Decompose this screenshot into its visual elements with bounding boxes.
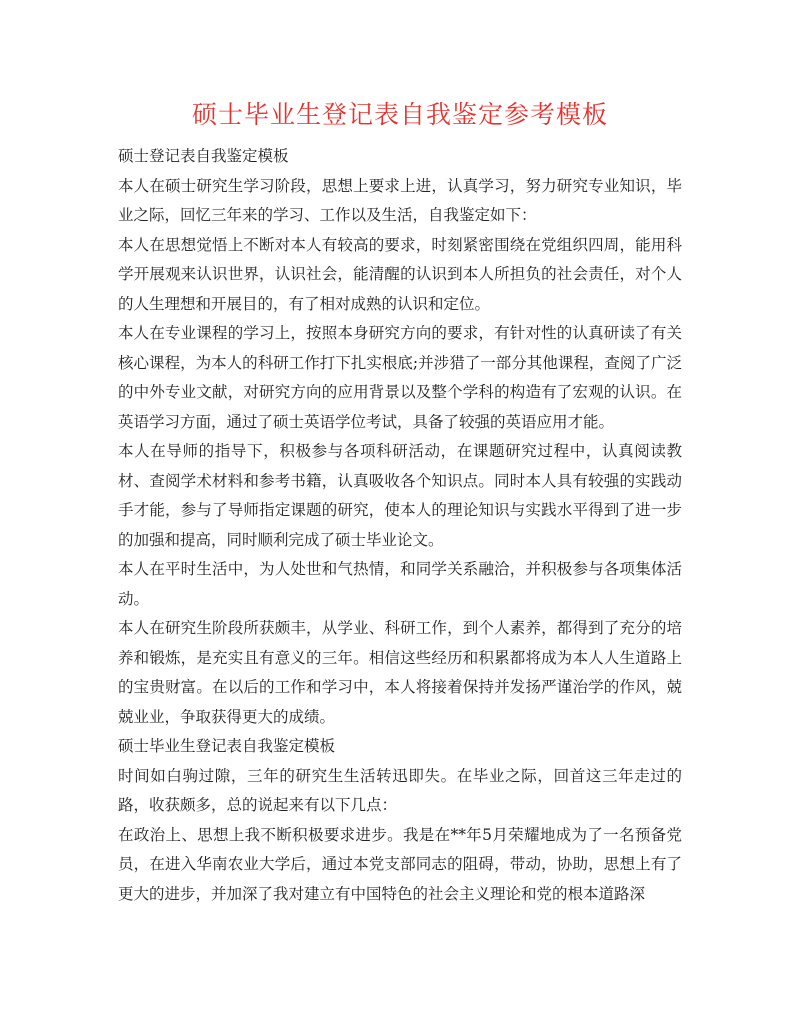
paragraph: 时间如白驹过隙，三年的研究生生活转迅即失。在毕业之际，回首这三年走过的路，收获颇多，总的说起来有以下几点：: [118, 766, 682, 814]
paragraph: 本人在导师的指导下，积极参与各项科研活动，在课题研究过程中，认真阅读教材、查阅学术材料和参考书籍，认真吸收各个知识点。同时本人具有较强的实践动手才能，参与了导师指定课题的研究，使本人的理论知识与实践水平得到了进一步的加强和提高，同时顺利完成了硕士毕业论文。: [118, 442, 682, 549]
paragraph: 本人在硕士研究生学习阶段，思想上要求上进，认真学习，努力研究专业知识，毕业之际，回忆三年来的学习、工作以及生活，自我鉴定如下：: [118, 176, 682, 224]
paragraph: 本人在平时生活中，为人处世和气热情，和同学关系融洽，并积极参与各项集体活动。: [118, 560, 682, 608]
paragraph: 在政治上、思想上我不断积极要求进步。我是在**年5月荣耀地成为了一名预备党员，在进入华南农业大学后，通过本党支部同志的阻碍，带动，协助，思想上有了更大的进步，并加深了我对建立有中国特色的社会主义理论和党的根本道路深: [118, 825, 682, 903]
document-title: 硕士毕业生登记表自我鉴定参考模板: [191, 100, 608, 129]
paragraph: 本人在专业课程的学习上，按照本身研究方向的要求，有针对性的认真研读了有关核心课程，为本人的科研工作打下扎实根底;并涉猎了一部分其他课程，查阅了广泛的中外专业文献，对研究方向的应用背景以及整个学科的构造有了宏观的认识。在英语学习方面，通过了硕士英语学位考试，具备了较强的英语应用才能。: [118, 324, 682, 431]
section-heading-1: 硕士登记表自我鉴定模板: [118, 147, 289, 165]
paragraph: 本人在研究生阶段所获颇丰，从学业、科研工作，到个人素养，都得到了充分的培养和锻炼，是充实且有意义的三年。相信这些经历和积累都将成为本人人生道路上的宝贵财富。在以后的工作和学习中，本人将接着保持并发扬严谨治学的作风，兢兢业业，争取获得更大的成绩。: [118, 619, 682, 726]
paragraph: 本人在思想觉悟上不断对本人有较高的要求，时刻紧密围绕在党组织四周，能用科学开展观来认识世界，认识社会，能清醒的认识到本人所担负的社会责任，对个人的人生理想和开展目的，有了相对成熟的认识和定位。: [118, 235, 682, 313]
section-heading-2: 硕士毕业生登记表自我鉴定模板: [118, 737, 336, 755]
